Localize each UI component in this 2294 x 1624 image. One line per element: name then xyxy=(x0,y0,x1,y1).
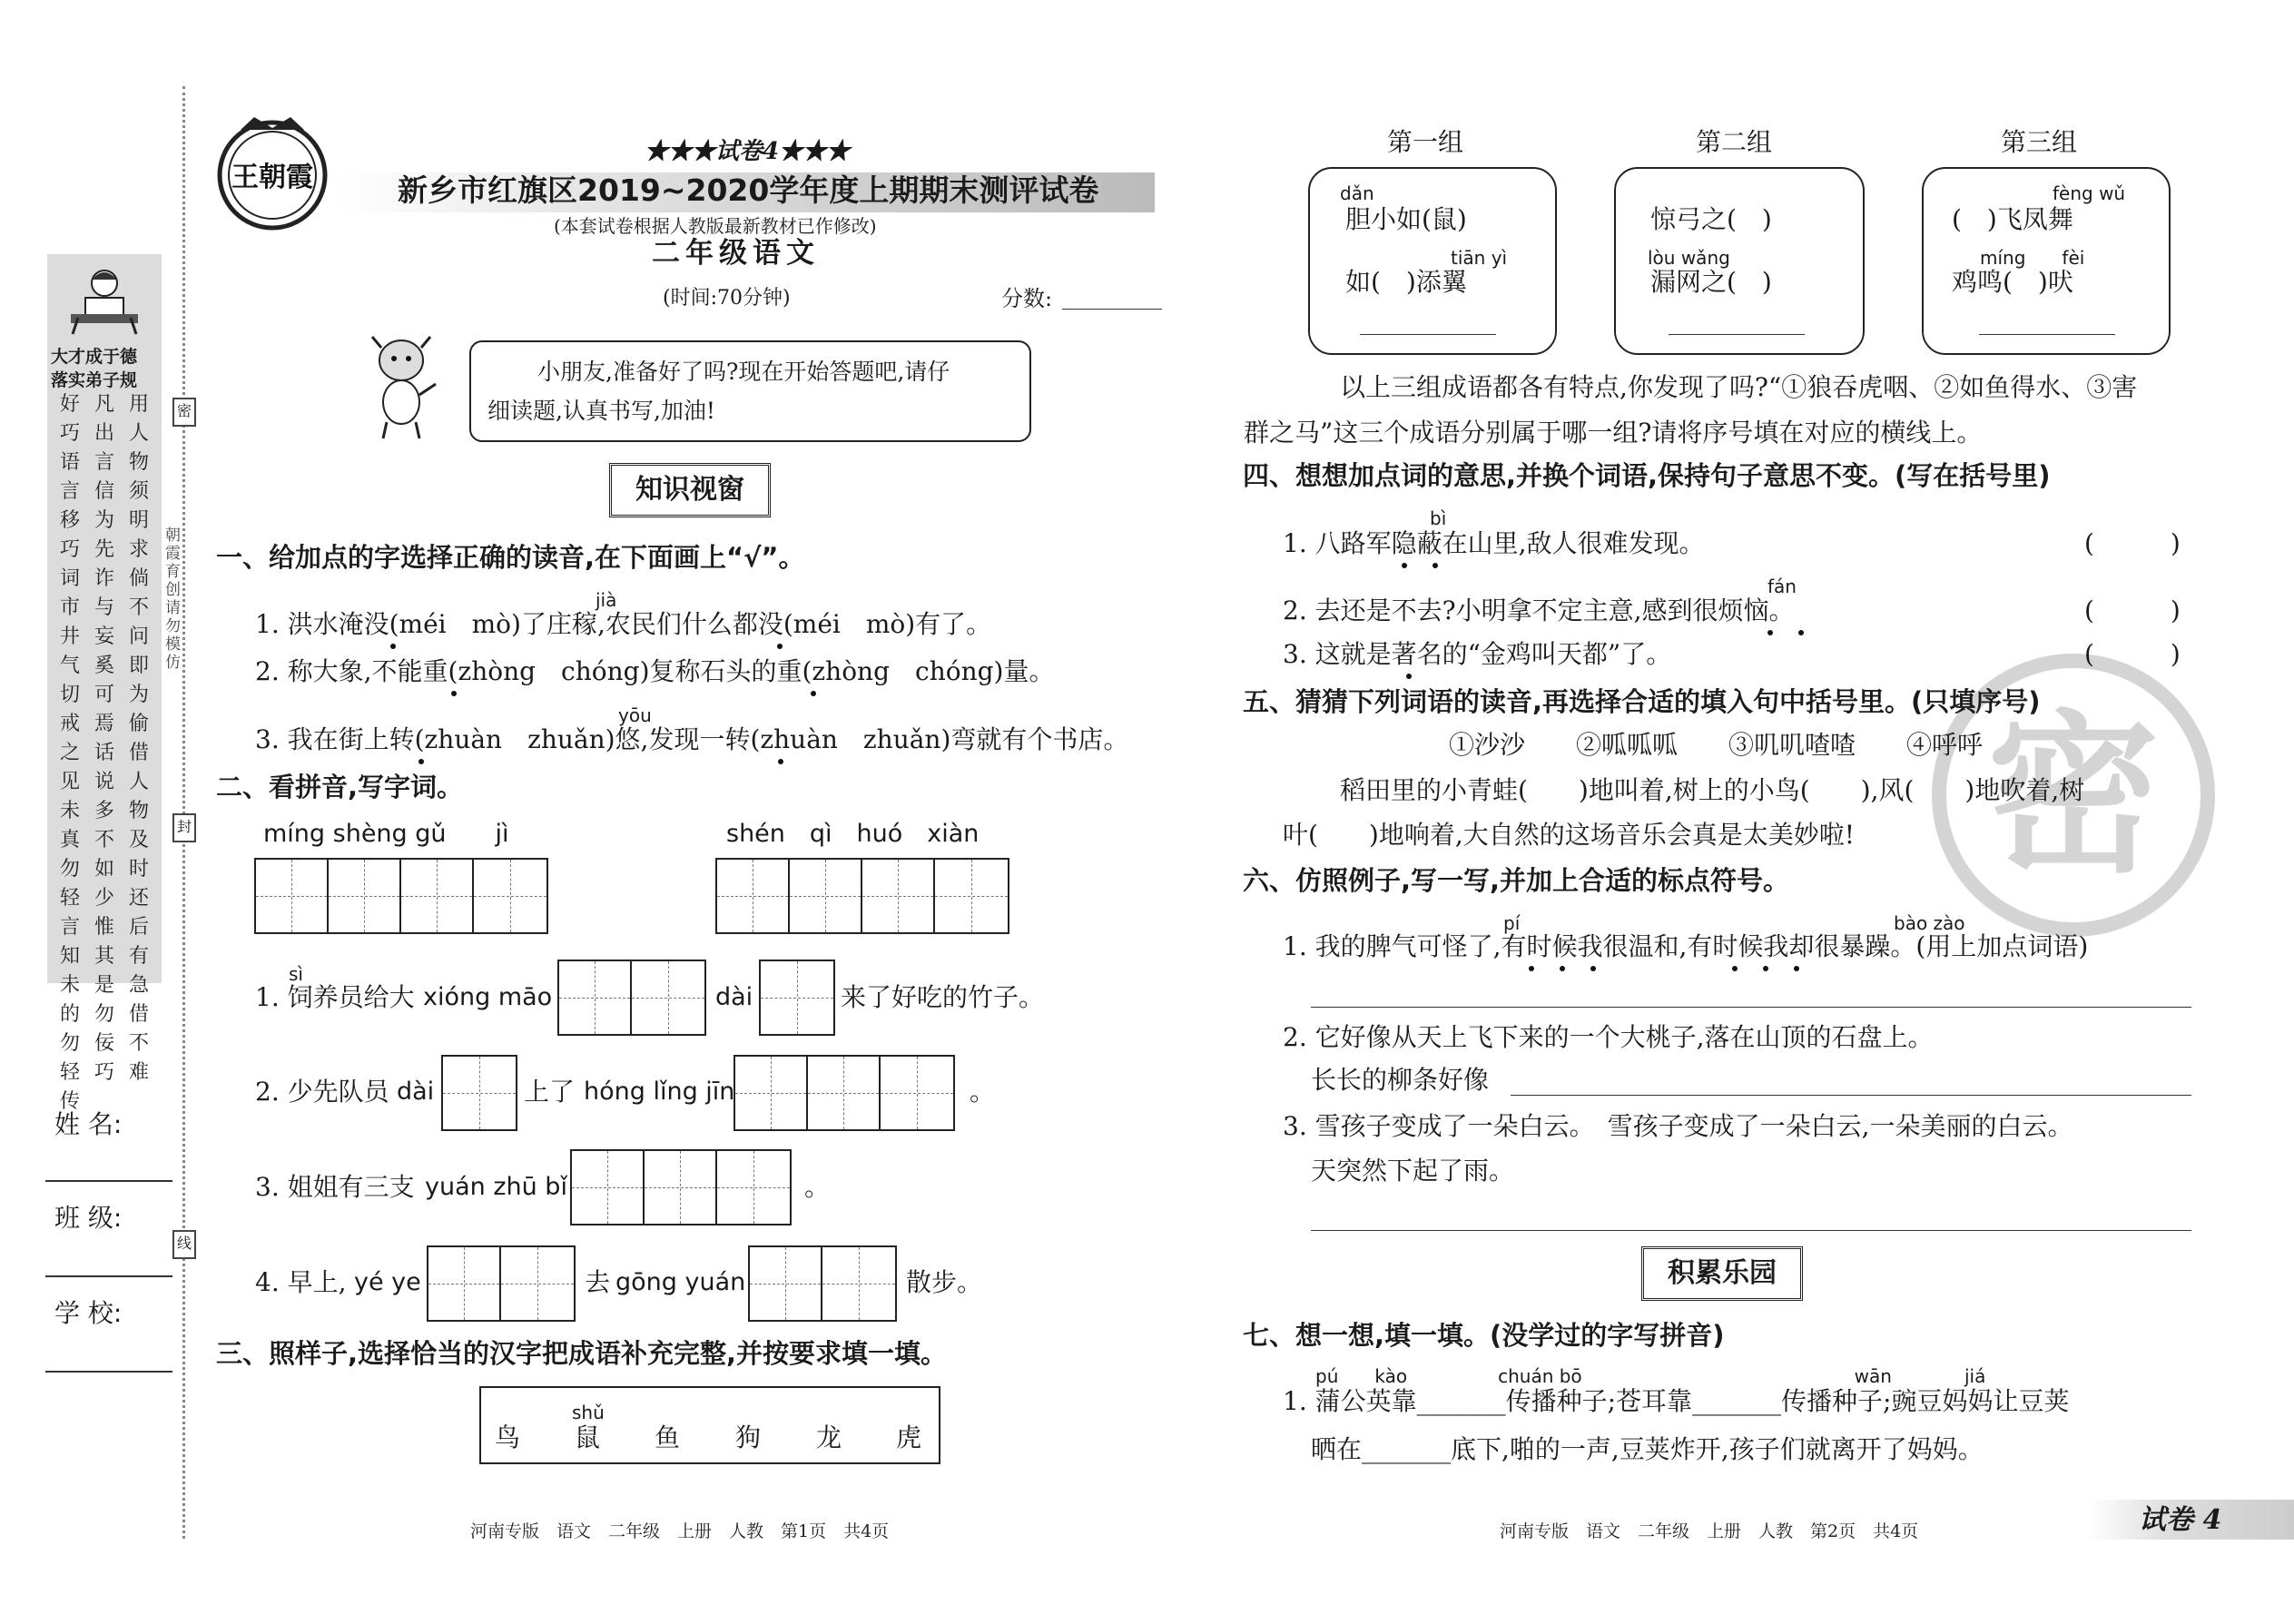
q3-note-line1: 以上三组成语都各有特点,你发现了吗?“①狼吞虎咽、②如鱼得水、③害 xyxy=(1340,372,2138,402)
q3-option-pinyin: shǔ xyxy=(572,1402,605,1423)
section-accumulation-garden: 积累乐园 xyxy=(1641,1246,1803,1301)
q1-item3: 3. 我在街上转(zhuàn zhuǎn)悠,发现一转(zhuàn zhuǎn)弯就有个书店。 xyxy=(255,724,1129,754)
q6-item2-b: 长长的柳条好像 xyxy=(1311,1065,1490,1095)
q1-item3-pinyin: yōu xyxy=(618,704,652,726)
q1-heading: 一、给加点的字选择正确的读音,在下面画上“√”。 xyxy=(216,542,805,573)
q2-item4-mid: 去 xyxy=(585,1267,611,1297)
emphasis-dot xyxy=(418,759,424,764)
series-label: ★★★试卷4★★★ xyxy=(645,138,851,165)
group-2-line1: 惊弓之( ) xyxy=(1650,204,1772,234)
q2-item4-py2: gōng yuán xyxy=(615,1268,746,1296)
emphasis-dot xyxy=(778,759,783,764)
class-label: 班 级: xyxy=(54,1203,123,1233)
q3-options-box xyxy=(479,1386,940,1464)
q5-options: ①沙沙 ②呱呱呱 ③叽叽喳喳 ④呼呼 xyxy=(1449,730,1984,760)
q3-option: 虎 xyxy=(896,1422,922,1452)
q6-item1: 1. 我的脾气可怪了,有时候我很温和,有时候我却很暴躁。(用上加点词语) xyxy=(1283,931,2089,961)
q2-item1-py2: dài xyxy=(715,983,753,1011)
group-2-answer-line[interactable] xyxy=(1669,334,1805,335)
q5-sentence-line2: 叶( )地响着,大自然的这场音乐会真是太美妙啦! xyxy=(1283,820,1856,850)
q7-heading: 七、想一想,填一填。(没学过的字写拼音) xyxy=(1243,1320,1725,1351)
q5-heading: 五、猜猜下列词语的读音,再选择合适的填入句中括号里。(只填序号) xyxy=(1243,686,2041,717)
emphasis-dot xyxy=(1767,630,1773,635)
footer-left: 河南专版 语文 二年级 上册 人教 第1页 共4页 xyxy=(470,1521,890,1541)
group-2-line2-pinyin: lòu wǎng xyxy=(1648,247,1730,269)
corner-label: 试卷 4 xyxy=(2139,1504,2222,1536)
motto-2: 落实弟子规 xyxy=(51,370,138,390)
q3-option: 鸟 xyxy=(495,1422,521,1452)
emphasis-dot xyxy=(1798,630,1804,635)
q1-item1: 1. 洪水淹没(méi mò)了庄稼,农民们什么都没(méi mò)有了。 xyxy=(255,609,992,639)
greeting-box xyxy=(469,340,1031,442)
q3-option: 龙 xyxy=(816,1422,842,1452)
emphasis-dot xyxy=(1433,563,1438,568)
name-field[interactable] xyxy=(45,1180,172,1182)
writing-grid[interactable] xyxy=(441,1055,517,1131)
q6-item2-answer-line[interactable] xyxy=(1511,1095,2191,1096)
exam-subject: 二年级语文 xyxy=(652,237,820,270)
score-field[interactable] xyxy=(1062,309,1162,310)
q6-item3-b: 天突然下起了雨。 xyxy=(1311,1156,1515,1186)
q2-item2-post: 。 xyxy=(970,1077,996,1107)
group-1-line1: 胆小如(鼠) xyxy=(1345,204,1467,234)
q3-option: 鱼 xyxy=(655,1422,681,1452)
footer-right: 河南专版 语文 二年级 上册 人教 第2页 共4页 xyxy=(1500,1521,1919,1541)
group-3-line2-pinyin: míng fèi xyxy=(1980,247,2085,269)
q2-item3-pre: 3. 姐姐有三支 xyxy=(255,1172,415,1202)
q3-option: 鼠 xyxy=(575,1422,601,1452)
emphasis-dot xyxy=(1590,966,1596,971)
group-1-line1-pinyin: dǎn xyxy=(1340,182,1374,204)
q6-item1-pinyin: pí xyxy=(1503,912,1521,934)
q4-item3-answer[interactable]: ( ) xyxy=(2084,639,2181,669)
motto-1: 大才成于德 xyxy=(51,347,138,367)
q6-heading: 六、仿照例子,写一写,并加上合适的标点符号。 xyxy=(1243,865,1790,896)
seal-mark-2: 封 xyxy=(172,813,196,842)
q1-item2: 2. 称大象,不能重(zhòng chóng)复称石头的重(zhòng chóng)量。 xyxy=(255,656,1055,686)
motto-column-2: 凡出言信为先诈与妄奚可焉话说多不如少惟其是勿佞巧 xyxy=(94,393,114,1084)
q1-item1-pinyin: jià xyxy=(596,589,617,611)
q4-item2-answer[interactable]: ( ) xyxy=(2084,595,2181,625)
q4-item2-pinyin: fán xyxy=(1767,576,1797,597)
group-1-line2-pinyin: tiān yì xyxy=(1451,247,1508,269)
emphasis-dot xyxy=(1732,966,1738,971)
q2-item2-mid: 上了 xyxy=(524,1077,576,1107)
group-3-line1-pinyin: fèng wǔ xyxy=(2053,182,2126,204)
section-knowledge-window: 知识视窗 xyxy=(609,463,771,517)
class-field[interactable] xyxy=(45,1275,172,1277)
emphasis-dot xyxy=(1406,674,1412,679)
writing-grid[interactable] xyxy=(557,960,706,1036)
name-label: 姓 名: xyxy=(54,1109,123,1139)
motto-column-1: 好巧语言移巧词市井气切戒之见未真勿轻言知未的勿轻传 xyxy=(59,393,80,1113)
q5-sentence-line1: 稻田里的小青蛙( )地叫着,树上的小鸟( ),风( )地吹着,树 xyxy=(1340,775,2085,805)
emphasis-dot xyxy=(811,691,816,696)
fold-dashed-line xyxy=(182,86,185,1539)
q2-item1-pre: 1. 饲养员给大 xyxy=(255,982,415,1012)
emphasis-dot xyxy=(1560,966,1565,971)
q4-item1: 1. 八路军隐蔽在山里,敌人很难发现。 xyxy=(1283,528,1705,558)
q6-item1-pinyin: bào zào xyxy=(1894,912,1965,934)
emphasis-dot xyxy=(1402,563,1407,568)
emphasis-dot xyxy=(777,644,783,649)
q2-item1-pinyin: sì xyxy=(289,963,303,985)
scholar-illustration xyxy=(65,263,143,336)
writing-grid[interactable] xyxy=(427,1245,576,1322)
writing-grid[interactable] xyxy=(748,1245,897,1322)
exam-time: (时间:70分钟) xyxy=(663,287,791,310)
watermark-seal: 密 xyxy=(1932,654,2215,937)
q2-item3-py: yuán zhū bǐ xyxy=(425,1173,567,1201)
q2-item3-post: 。 xyxy=(804,1172,831,1202)
q2-heading: 二、看拼音,写字词。 xyxy=(216,772,464,802)
q7-line1: 1. 蒲公英靠_______传播种子;苍耳靠_______传播种子;豌豆妈妈让豆荚 xyxy=(1283,1386,2070,1416)
group-2-title: 第二组 xyxy=(1696,127,1773,157)
q4-heading: 四、想想加点词的意思,并换个词语,保持句子意思不变。(写在括号里) xyxy=(1243,460,2051,491)
q2-pinyin-a: míng shèng gǔ jì xyxy=(263,820,509,848)
writing-grid[interactable] xyxy=(733,1055,955,1131)
group-3-line1: ( )飞凤舞 xyxy=(1952,204,2073,234)
q4-item1-pinyin: bì xyxy=(1430,507,1447,529)
q4-item2: 2. 去还是不去?小明拿不定主意,感到很烦恼。 xyxy=(1283,595,1795,625)
writing-grid[interactable] xyxy=(570,1149,792,1225)
q6-item3: 3. 雪孩子变成了一朵白云。 雪孩子变成了一朵白云,一朵美丽的白云。 xyxy=(1283,1111,2073,1141)
q2-item2-py2: hóng lǐng jīn xyxy=(584,1078,735,1106)
emphasis-dot xyxy=(1794,966,1799,971)
group-3-title: 第三组 xyxy=(2001,127,2078,157)
emphasis-dot xyxy=(451,691,457,696)
writing-grid[interactable] xyxy=(759,960,835,1036)
q4-item1-answer[interactable]: ( ) xyxy=(2084,528,2181,558)
vertical-note: 朝霞育创 请勿模仿 xyxy=(165,527,181,672)
q2-item4-pre: 4. 早上, xyxy=(255,1267,347,1297)
q6-item3-answer-line[interactable] xyxy=(1311,1230,2191,1231)
q2-pinyin-b: shén qì huó xiàn xyxy=(726,820,980,848)
q2-item2-py1: dài xyxy=(397,1078,435,1106)
greeting-line-1: 小朋友,准备好了吗?现在开始答题吧,请仔 xyxy=(537,359,950,385)
group-1-line2: 如( )添翼 xyxy=(1345,267,1467,297)
score-label: 分数: xyxy=(1001,286,1053,311)
school-field[interactable] xyxy=(45,1371,172,1373)
exam-subtitle: (本套试卷根据人教版最新教材已作修改) xyxy=(554,215,877,237)
writing-grid[interactable] xyxy=(715,858,1009,934)
q2-item1-py1: xióng māo xyxy=(423,983,553,1011)
school-label: 学 校: xyxy=(54,1298,123,1328)
group-1-answer-line[interactable] xyxy=(1360,334,1496,335)
q4-item3: 3. 这就是著名的“金鸡叫天都”了。 xyxy=(1283,639,1672,669)
emphasis-dot xyxy=(390,644,396,649)
brand-logo xyxy=(204,113,340,231)
q3-note-line2: 群之马”这三个成语分别属于哪一组?请将序号填在对应的横线上。 xyxy=(1244,418,1983,448)
group-3-answer-line[interactable] xyxy=(1979,334,2115,335)
svg-text:王朝霞: 王朝霞 xyxy=(231,162,313,193)
q2-item4-py1: yé ye xyxy=(354,1268,421,1296)
q7-line1-pinyin: pú kào chuán bō wān jiá xyxy=(1315,1365,1986,1387)
greeting-line-2: 细读题,认真书写,加油! xyxy=(487,398,715,424)
emphasis-dot xyxy=(1763,966,1768,971)
q2-item4-post: 散步。 xyxy=(906,1267,983,1297)
motto-sidebar xyxy=(47,254,162,1113)
q7-line2: 晒在_______底下,啪的一声,豆荚炸开,孩子们就离开了妈妈。 xyxy=(1311,1434,1984,1464)
emphasis-dot xyxy=(1529,966,1534,971)
motto-column-3: 用人物须明求倘不问即为偷借人物及时还后有急借不难 xyxy=(128,393,149,1084)
seal-mark-1: 密 xyxy=(172,398,196,427)
group-1-title: 第一组 xyxy=(1387,127,1464,157)
seal-mark-3: 线 xyxy=(172,1230,196,1259)
q2-item1-post: 来了好吃的竹子。 xyxy=(841,982,1045,1012)
q6-item2: 2. 它好像从天上飞下来的一个大桃子,落在山顶的石盘上。 xyxy=(1283,1022,1934,1052)
exam-title: 新乡市红旗区2019~2020学年度上期期末测评试卷 xyxy=(398,172,1099,208)
writing-grid[interactable] xyxy=(254,858,548,934)
q2-item2-pre: 2. 少先队员 xyxy=(255,1077,389,1107)
q6-item1-answer-line[interactable] xyxy=(1311,1007,2191,1008)
cow-mascot-illustration xyxy=(359,331,443,440)
group-3-line2: 鸡鸣( )吠 xyxy=(1952,267,2073,297)
group-2-line2: 漏网之( ) xyxy=(1650,267,1772,297)
q3-heading: 三、照样子,选择恰当的汉字把成语补充完整,并按要求填一填。 xyxy=(216,1338,948,1369)
q3-option: 狗 xyxy=(735,1422,762,1452)
